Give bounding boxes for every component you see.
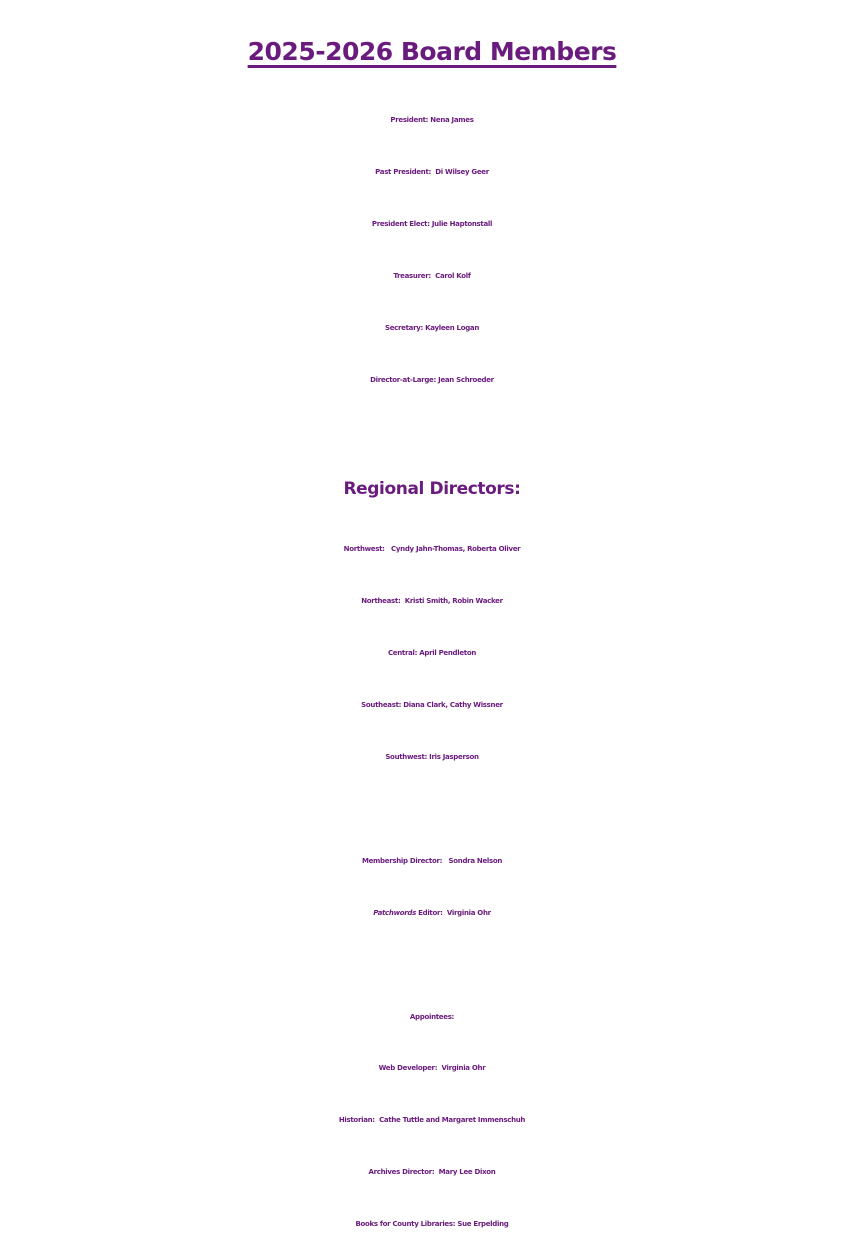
appointee-archives-director: Archives Director: Mary Lee Dixon	[368, 1168, 496, 1176]
membership-director: Membership Director: Sondra Nelson	[361, 857, 503, 865]
regional-directors-heading: Regional Directors:	[343, 479, 521, 499]
appointee-historian: Historian: Cathe Tuttle and Margaret Immenschuh	[338, 1116, 526, 1124]
appointee-web-developer: Web Developer: Virginia Ohr	[378, 1064, 486, 1072]
editor-name: Editor: Virginia Ohr	[416, 909, 491, 917]
officer-president: President: Nena James	[390, 116, 474, 124]
officer-director-at-large: Director-at-Large: Jean Schroeder	[370, 376, 494, 384]
officer-secretary: Secretary: Kayleen Logan	[384, 324, 480, 332]
page-title: 2025-2026 Board Members	[247, 37, 617, 66]
officer-past-president: Past President: Di Wilsey Geer	[375, 168, 489, 176]
patchwords-editor	[0, 895, 864, 931]
regional-northeast: Northeast: Kristi Smith, Robin Wacker	[361, 597, 503, 605]
publication-name: Patchwords	[373, 909, 416, 917]
regional-central: Central: April Pendleton	[387, 649, 477, 657]
regional-northwest: Northwest: Cyndy Jahn-Thomas, Roberta Oliver	[343, 545, 521, 553]
regional-southeast: Southeast: Diana Clark, Cathy Wissner	[361, 701, 503, 709]
officer-president-elect: President Elect: Julie Haptonstall	[371, 220, 493, 228]
regional-southwest: Southwest: Iris Jasperson	[385, 753, 479, 761]
appointees-heading: Appointees:	[409, 1013, 455, 1021]
officer-treasurer: Treasurer: Carol Kolf	[393, 272, 471, 280]
appointee-books-for-libraries: Books for County Libraries: Sue Erpelding	[355, 1220, 509, 1228]
